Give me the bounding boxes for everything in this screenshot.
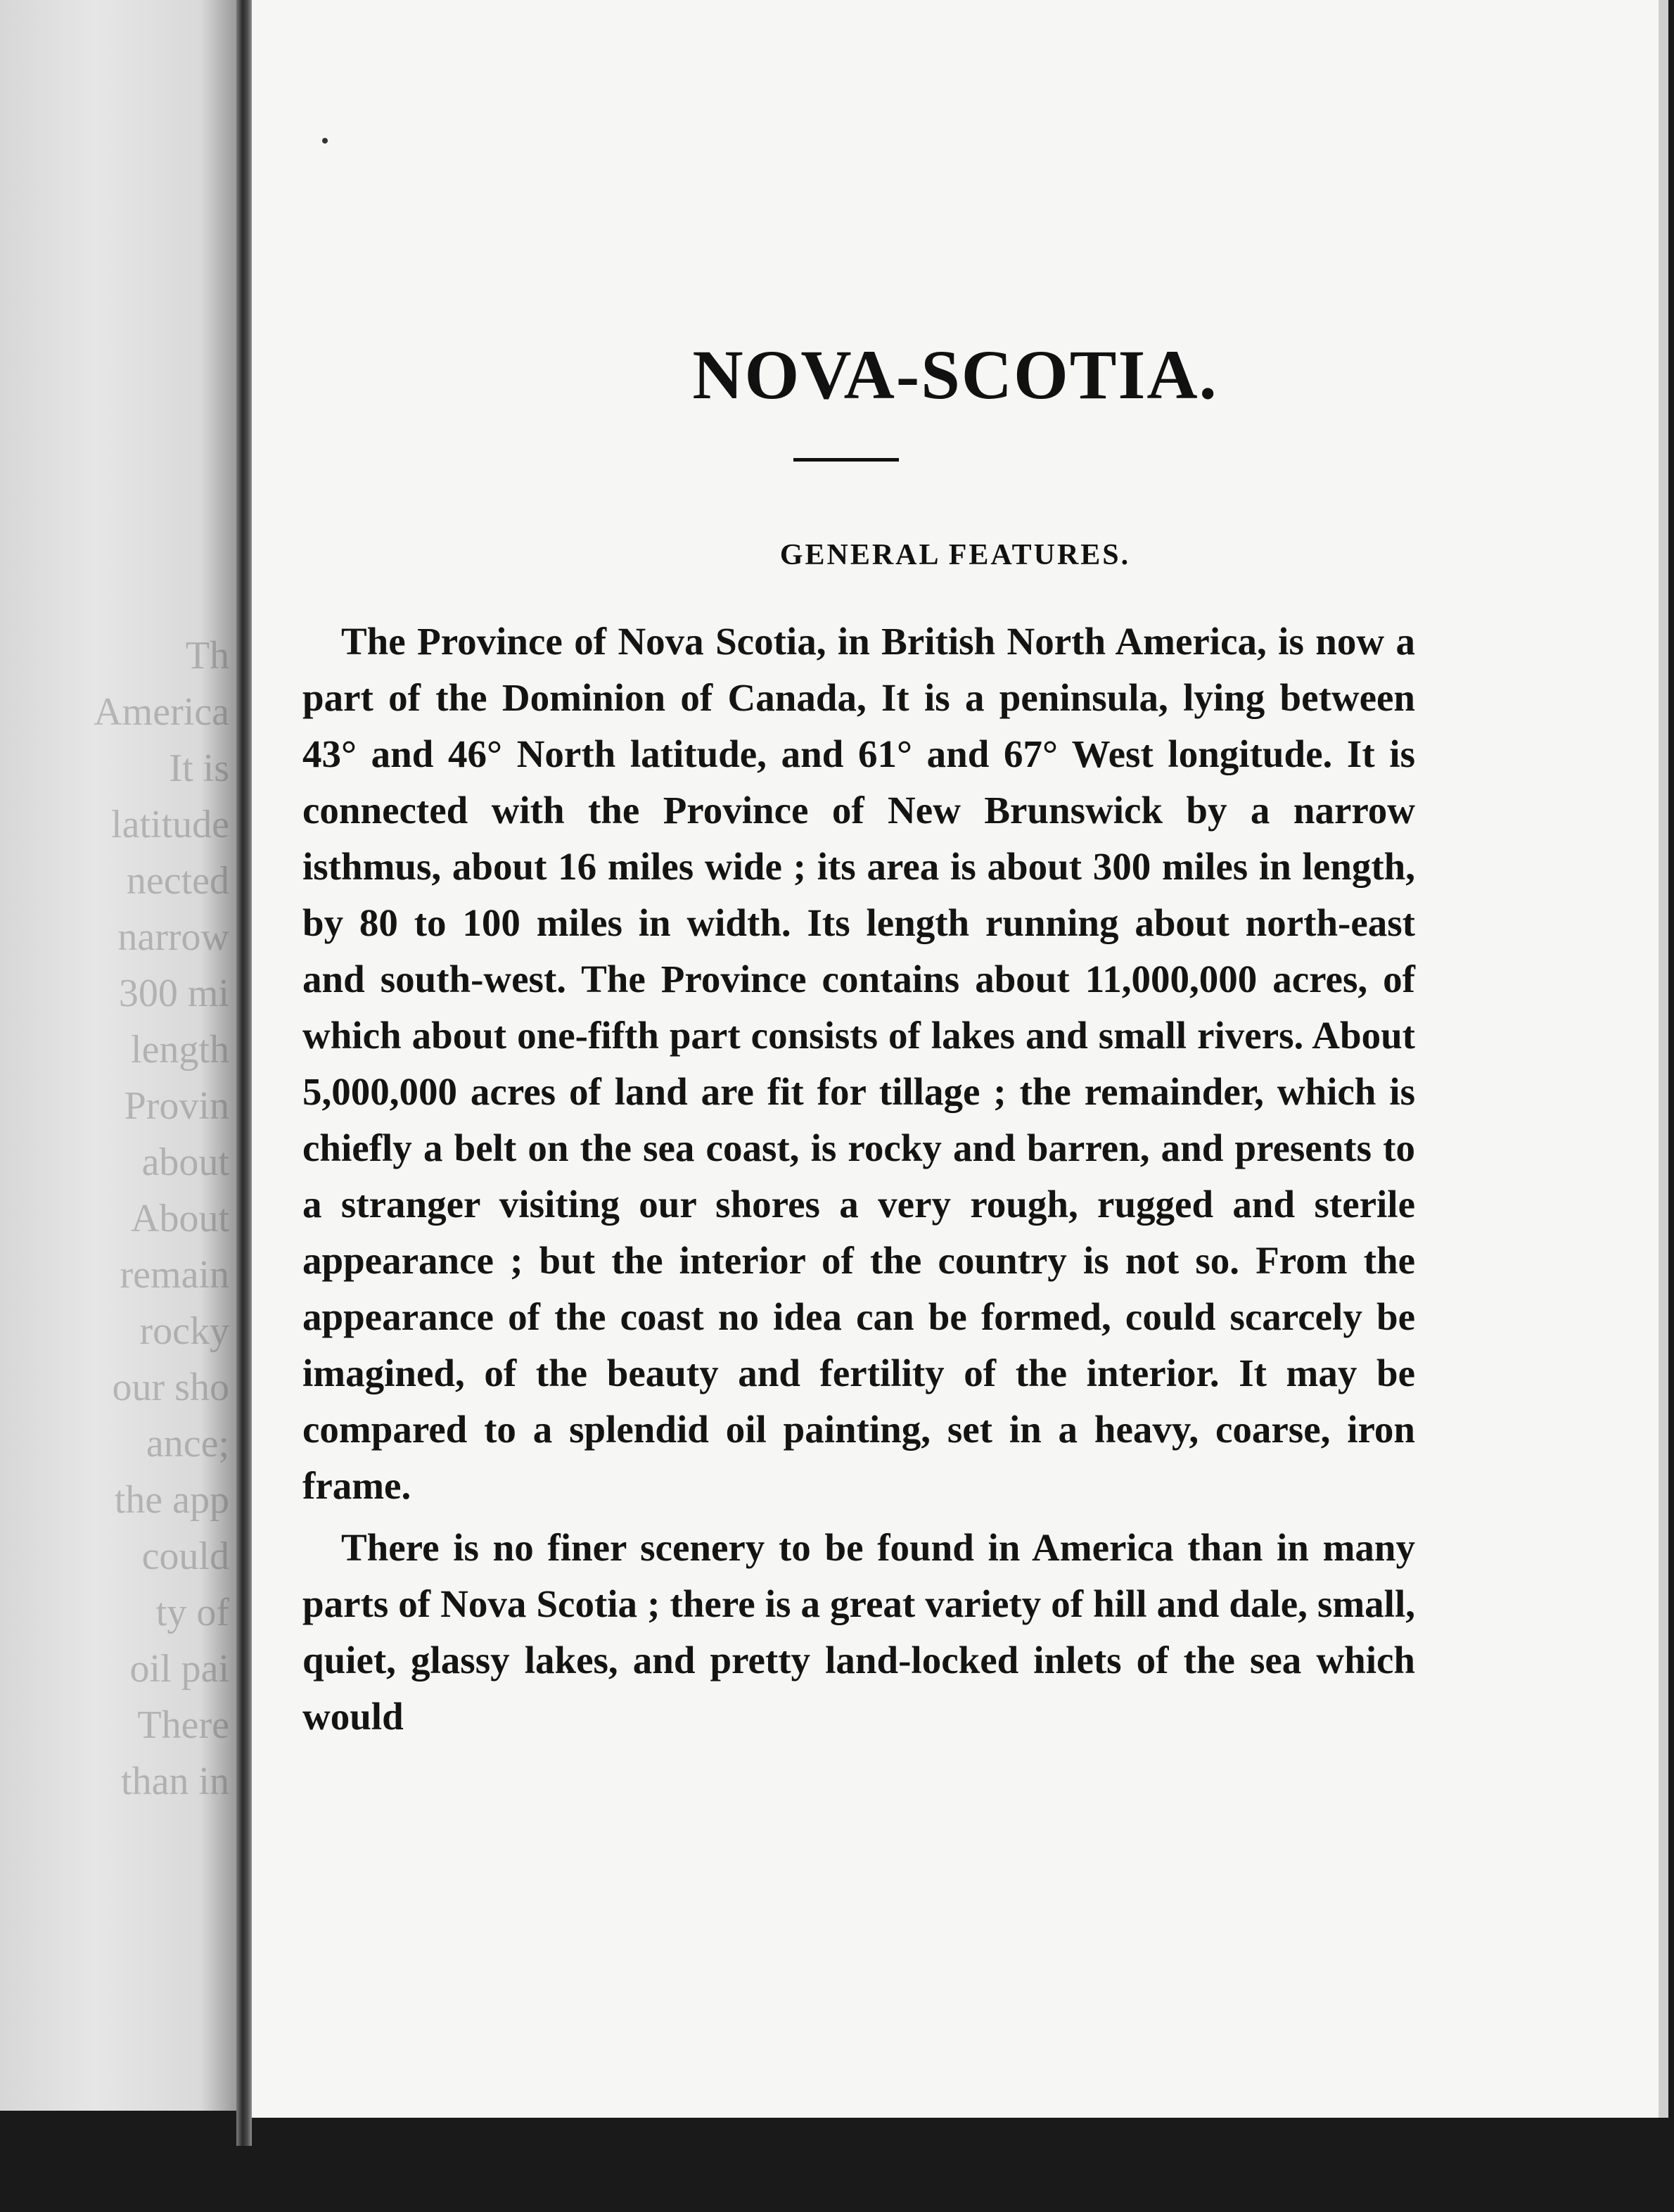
book-page	[252, 0, 1668, 2118]
ink-speck	[322, 138, 328, 144]
section-heading: GENERAL FEATURES.	[779, 539, 1131, 571]
book-gutter	[236, 0, 252, 2146]
facing-page-bleed: Th America It is latitude nected narrow 300 mi length Provin about About remain rocky our sho ance; the app could ty of oil pai There than in	[94, 634, 229, 1803]
paragraph: There is no finer scenery to be found in America than in many parts of Nova Scotia ; there is a great variety of hill and dale, small, quiet, glassy lakes, and pretty land-locked inlets of the sea which would	[302, 1526, 1415, 1738]
body-text	[302, 614, 1415, 1745]
page-title: NOVA-SCOTIA.	[692, 336, 1218, 414]
paragraph: The Province of Nova Scotia, in British North America, is now a part of the Dominion of Canada, It is a peninsula, lying between 43° and 46° North latitude, and 61° and 67° West longitude. It is connected with the Province of New Brunswick by a narrow isthmus, about 16 miles wide ; its area is about 300 miles in length, by 80 to 100 miles in width. Its length running about north-east and south-west. The Province contains about 11,000,000 acres, of which about one-fifth part consists of lakes and small rivers. About 5,000,000 acres of land are fit for tillage ; the remainder, which is chiefly a belt on the sea coast, is rocky and barren, and presents to a stranger visiting our shores a very rough, rugged and sterile appearance ; but the interior of the country is not so. From the appearance of the coast no idea can be formed, could scarcely be imagined, of the beauty and fertility of the interior. It may be compared to a splendid oil painting, set in a heavy, coarse, iron frame.	[302, 620, 1415, 1507]
title-rule	[793, 458, 899, 462]
